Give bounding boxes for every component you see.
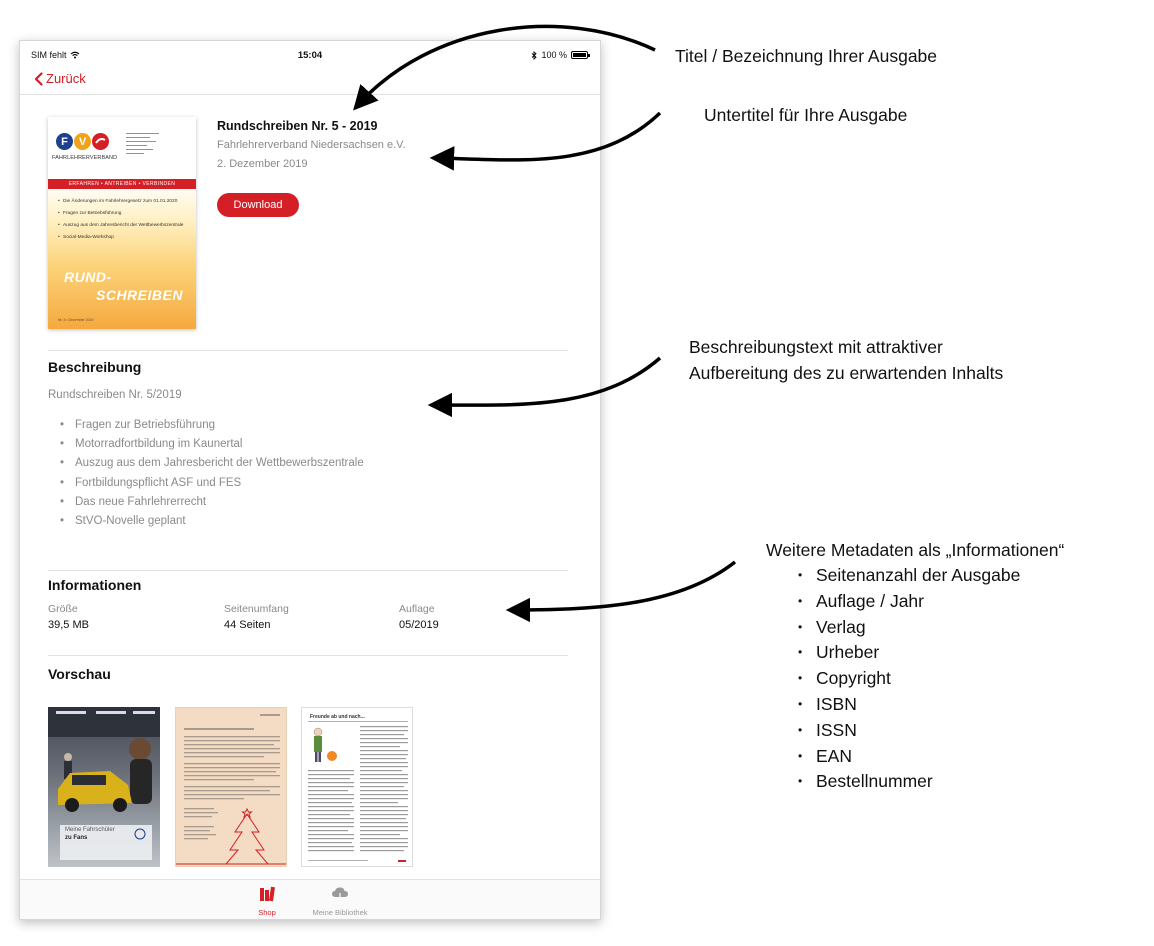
battery-icon — [571, 51, 588, 59]
tab-library-label: Meine Bibliothek — [312, 908, 368, 917]
annotation-list-item: • Copyright — [798, 666, 1020, 692]
cover-topic-list — [58, 199, 188, 247]
preview-page-2[interactable] — [175, 707, 287, 867]
issue-date: 2. Dezember 2019 — [217, 158, 308, 170]
back-label: Zurück — [46, 71, 86, 86]
info-value: 39,5 MB — [48, 619, 89, 631]
bluetooth-icon — [531, 51, 537, 60]
list-item: • Fragen zur Betriebsführung — [60, 417, 364, 436]
list-item: • StVO-Novelle geplant — [60, 513, 364, 532]
annotation-list-item: • EAN — [798, 744, 1020, 770]
cover-logo — [56, 133, 109, 150]
status-battery — [531, 50, 588, 60]
letter-page-image — [176, 708, 287, 867]
ad-caption-line2: zu Fans — [65, 835, 88, 841]
annotation-list-item: • Urheber — [798, 640, 1020, 666]
cover-title-line2: SCHREIBEN — [96, 287, 183, 303]
info-label: Größe — [48, 603, 78, 615]
annotation-title: Titel / Bezeichnung Ihrer Ausgabe — [675, 46, 938, 66]
info-label: Auflage — [399, 603, 435, 615]
annotation-subtitle: Untertitel für Ihre Ausgabe — [704, 105, 908, 125]
info-value: 44 Seiten — [224, 619, 271, 631]
annotation-metadata-list — [798, 563, 1020, 795]
cover-title-line1: RUND- — [64, 269, 112, 285]
carrier-label: SIM fehlt — [31, 50, 67, 60]
logo-letter-f: F — [56, 133, 73, 150]
ipad-screen — [19, 40, 601, 920]
info-pages — [224, 603, 384, 631]
divider — [48, 570, 568, 571]
page3-heading: Freunde ab und nach... — [310, 714, 365, 720]
battery-percent: 100 % — [541, 50, 567, 60]
car-ad-image — [48, 707, 160, 867]
status-bar — [20, 41, 600, 63]
logo-mark-icon — [92, 133, 109, 150]
divider — [48, 350, 568, 351]
ad-caption-line1: Meine Fahrschüler — [65, 827, 115, 833]
shop-icon — [259, 886, 275, 902]
cover-band: ERFAHREN • ANTREIBEN • VERBINDEN — [48, 179, 196, 189]
cover-topic: • Fragen zur Betriebsführung — [58, 211, 188, 217]
annotation-list-item: • Bestellnummer — [798, 769, 1020, 795]
preview-page-3[interactable] — [301, 707, 413, 867]
chevron-left-icon — [34, 72, 43, 86]
tab-library[interactable] — [295, 886, 385, 917]
tab-shop-label: Shop — [258, 908, 276, 917]
annotation-list-item: • Verlag — [798, 615, 1020, 641]
issue-title: Rundschreiben Nr. 5 - 2019 — [217, 119, 378, 133]
description-heading: Beschreibung — [48, 359, 142, 375]
cover-fine-print: ▬▬▬▬▬▬▬▬▬▬▬ ▬▬▬▬▬▬▬▬ ▬▬▬▬▬▬▬▬▬▬ ▬▬▬▬▬▬▬ ▬▬▬▬▬▬▬▬▬ ▬▬▬▬▬▬ — [126, 131, 159, 155]
annotation-list-item: • ISSN — [798, 718, 1020, 744]
annotation-description-line2: Aufbereitung des zu erwartenden Inhalts — [689, 363, 1004, 383]
preview-heading: Vorschau — [48, 666, 111, 682]
cover-topic: • Auszug aus dem Jahresbericht der Wettbewerbszentrale — [58, 223, 188, 229]
cover-org: FAHRLEHRERVERBAND — [52, 155, 118, 161]
back-button[interactable] — [34, 71, 86, 86]
preview-page-1[interactable] — [48, 707, 160, 867]
annotation-description-line1: Beschreibungstext mit attraktiver — [689, 337, 943, 357]
tab-bar — [20, 879, 600, 920]
nav-bar — [20, 69, 600, 95]
list-item: • Fortbildungspflicht ASF und FES — [60, 475, 364, 494]
info-edition — [399, 603, 559, 631]
divider — [48, 655, 568, 656]
logo-letter-v: V — [74, 133, 91, 150]
list-item: • Auszug aus dem Jahresbericht der Wettbewerbszentrale — [60, 455, 364, 474]
description-list — [60, 417, 364, 532]
annotation-list-item: • Auflage / Jahr — [798, 589, 1020, 615]
information-heading: Informationen — [48, 577, 142, 593]
cover-footer: Nr. 5 • Dezember 2019 — [58, 318, 94, 322]
list-item: • Das neue Fahrlehrerrecht — [60, 494, 364, 513]
article-page-image — [302, 708, 413, 867]
status-time: 15:04 — [297, 50, 323, 61]
cover-topic: • Die Änderungen im Fahrlehrergesetz zum 01.01.2020 — [58, 199, 188, 205]
download-button[interactable]: Download — [217, 193, 299, 217]
annotation-list-item: • ISBN — [798, 692, 1020, 718]
issue-cover[interactable] — [48, 117, 196, 329]
annotation-list-item: • Seitenanzahl der Ausgabe — [798, 563, 1020, 589]
list-item: • Motorradfortbildung im Kaunertal — [60, 436, 364, 455]
battery-level — [573, 53, 586, 57]
info-size — [48, 603, 208, 631]
description-subtitle: Rundschreiben Nr. 5/2019 — [48, 389, 182, 401]
issue-subtitle: Fahrlehrerverband Niedersachsen e.V. — [217, 139, 406, 151]
annotation-metadata: Weitere Metadaten als „Informationen“ — [766, 540, 1065, 560]
cover-topic: • Social-Media-Workshop — [58, 235, 188, 241]
info-label: Seitenumfang — [224, 603, 289, 615]
info-value: 05/2019 — [399, 619, 439, 631]
cloud-download-icon — [331, 886, 349, 902]
